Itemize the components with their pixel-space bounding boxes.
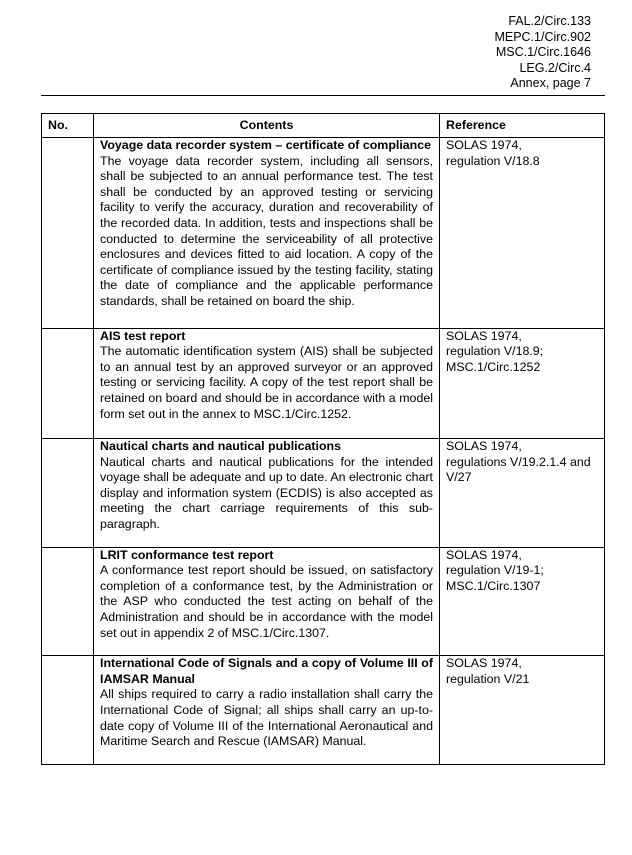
contents-cell	[94, 656, 440, 750]
item-title: LRIT conformance test report	[100, 547, 274, 562]
reference-line: regulation V/19-1;	[446, 563, 544, 578]
table-row	[42, 548, 605, 642]
row-number-cell	[42, 329, 94, 423]
item-body: The automatic identification system (AIS) shall be subjected to an annual test by an approved surveyor or an approved testing or servicing facility. A copy of the test report shall be retained on board and should be in accordance with a model form set out in the annex to MSC.1/Circ.1252.	[100, 344, 433, 421]
reference-line: MSC.1/Circ.1307	[446, 578, 541, 593]
reference-line: MSC.1/Circ.1252	[446, 359, 541, 374]
contents-cell	[94, 439, 440, 533]
column-header-no: No.	[42, 114, 94, 138]
header-rule	[41, 95, 605, 96]
item-title: International Code of Signals and a copy of Volume III of IAMSAR Manual	[100, 656, 433, 686]
item-title: Voyage data recorder system – certificate of compliance	[100, 138, 432, 152]
row-number-cell	[42, 138, 94, 310]
contents-cell	[94, 329, 440, 423]
item-body: The voyage data recorder system, including all sensors, shall be subjected to an annual performance test. The test shall be conducted by an approved testing or servicing facility to verify the accuracy, duration and recoverability of the recorded data. In addition, tests and inspections shall be conducted to determine the serviceability of all protective enclosures and devices fitted to aid location. A copy of the certificate of compliance issued by the testing facility, stating the date of compliance and the applicable performance standards, shall be retained on board the ship.	[100, 153, 433, 308]
reference-cell	[440, 656, 605, 750]
column-header-contents: Contents	[94, 114, 440, 138]
item-title: AIS test report	[100, 328, 186, 343]
table-row	[42, 329, 605, 423]
header-symbol-leg: LEG.2/Circ.4	[519, 60, 591, 75]
row-number-cell	[42, 548, 94, 642]
table-row	[42, 138, 605, 310]
reference-cell	[440, 548, 605, 642]
table-header-row	[42, 114, 605, 138]
reference-line: SOLAS 1974,	[446, 547, 522, 562]
reference-line: V/27	[446, 470, 472, 485]
header-symbol-msc: MSC.1/Circ.1646	[495, 45, 591, 60]
reference-line: regulation V/18.8	[446, 153, 540, 168]
document-header	[494, 14, 591, 92]
header-symbol-fal: FAL.2/Circ.133	[508, 14, 591, 28]
reference-line: regulations V/19.2.1.4 and	[446, 454, 591, 469]
row-number-cell	[42, 439, 94, 533]
certificates-table	[41, 113, 605, 765]
column-header-reference: Reference	[440, 114, 605, 138]
row-number-cell	[42, 656, 94, 750]
reference-cell	[440, 329, 605, 423]
item-body: All ships required to carry a radio installation shall carry the International Code of Signal; all ships shall carry an up-to-date copy of Volume III of the International Aeronautical and Maritime Search and Rescue (IAMSAR) Manual.	[100, 687, 433, 749]
item-body: Nautical charts and nautical publications for the intended voyage shall be adequate and up to date. An electronic chart display and information system (ECDIS) is also accepted as meeting the chart carriage requirements of this sub-paragraph.	[100, 454, 433, 532]
reference-line: SOLAS 1974,	[446, 328, 522, 343]
reference-line: SOLAS 1974,	[446, 138, 522, 152]
item-title: Nautical charts and nautical publications	[100, 439, 341, 454]
reference-line: SOLAS 1974,	[446, 439, 522, 454]
item-body: A conformance test report should be issued, on satisfactory completion of a conformance test, by the Administration or the ASP who conducted the test acting on behalf of the Administration and should be in accordance with the model set out in appendix 2 of MSC.1/Circ.1307.	[100, 563, 433, 640]
reference-line: regulation V/21	[446, 671, 530, 686]
contents-cell	[94, 548, 440, 642]
header-symbol-mepc: MEPC.1/Circ.902	[494, 29, 591, 44]
table-row	[42, 439, 605, 533]
reference-cell	[440, 439, 605, 533]
reference-cell	[440, 138, 605, 310]
contents-cell	[94, 138, 440, 310]
reference-line: regulation V/18.9;	[446, 344, 544, 359]
reference-line: SOLAS 1974,	[446, 656, 522, 671]
table-row	[42, 656, 605, 750]
header-page-number: Annex, page 7	[510, 76, 591, 91]
